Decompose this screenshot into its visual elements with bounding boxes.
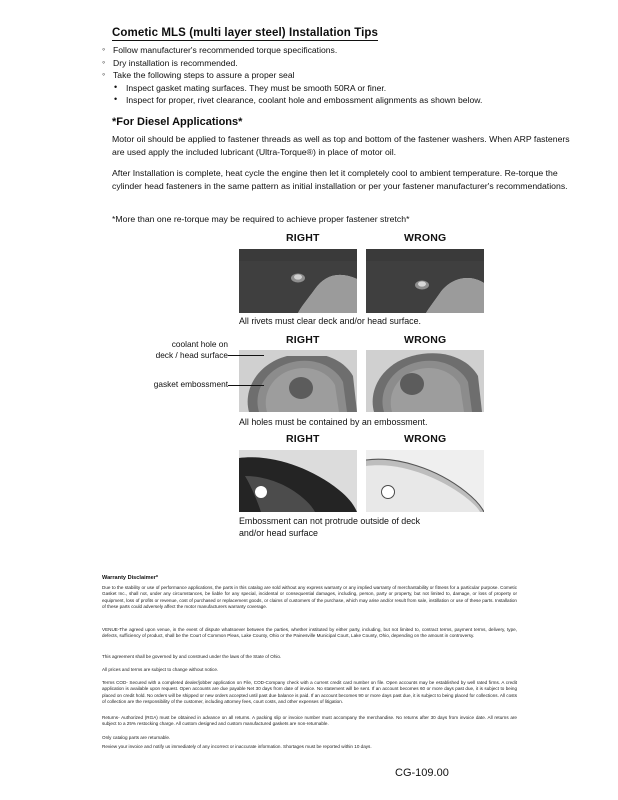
figure3-right-image	[239, 450, 357, 512]
list-item: ◦ Follow manufacturer's recommended torque specifications.	[102, 44, 572, 57]
figure3-wrong-image	[366, 450, 484, 512]
warranty-paragraph-8: Review your invoice and notify us immediately of any incorrect or inaccurate information. Shortages must be reported within 10 days.	[102, 744, 372, 749]
warranty-title: Warranty Disclaimer*	[102, 575, 159, 581]
figure2-wrong-image	[366, 350, 484, 412]
figure2-right-label: RIGHT	[286, 334, 320, 346]
figure3-wrong-label: WRONG	[404, 433, 447, 445]
figure1-wrong-image	[366, 249, 484, 313]
list-item: ◦ Dry installation is recommended.	[102, 57, 572, 70]
figure1-wrong-label: WRONG	[404, 232, 447, 244]
callout-coolant-hole: coolant hole on deck / head surface	[155, 339, 228, 360]
warranty-paragraph-4: All prices and terms are subject to change without notice.	[102, 667, 219, 672]
leader-line-coolant	[228, 355, 264, 356]
figure3-right-label: RIGHT	[286, 433, 320, 445]
warranty-paragraph-5: Terms COD- Secured with a completed dealer/jobber application on File, COD-Company check with a current credit card number on file. Open accounts may be established by well rated firms. A credit application is available upon request. Open accounts are due payable Net 30 days from date of invoice. No statement will be sent. If an account becomes 60 or more days past due, it is subject to being placed on credit hold. No orders will be shipped or new orders accepted until past due balance is paid. If an account becomes 90 or more days past due, it is subject to being placed for collections. All costs of collection are the responsibility of the customer, including attorney fees, court costs, and other expenses of litigation.	[102, 680, 517, 705]
warranty-paragraph-2: VENUE-The agreed upon venue, in the event of dispute whatsoever between the parties, whether instituted by either party, including, but not limited to, contract terms, payment terms, delivery, type, defects, sufficiency of product, shall be the Court of Common Pleas, Lake County, Ohio or the Painesville Municipal Court, Lake County, Ohio, depending on the amount in controversy.	[102, 627, 517, 639]
page-title	[112, 27, 378, 39]
figure2-right-image	[239, 350, 357, 412]
figure1-caption: All rivets must clear deck and/or head surface.	[239, 316, 422, 326]
figure1-right-label: RIGHT	[286, 232, 320, 244]
document-code: CG-109.00	[395, 767, 449, 779]
figure1-right-image	[239, 249, 357, 313]
warranty-paragraph-6: Returns- Authorized (RGA) must be obtained in advance on all returns. A packing slip or invoice number must accompany the merchandise. No returns after 30 days from invoice date. All returns are subject to a 25% restocking charge. All custom designed and custom manufactured gaskets are non-returnable.	[102, 715, 517, 727]
diesel-paragraph-1: Motor oil should be applied to fastener threads as well as top and bottom of the fastener washers. When ARP fasteners are used apply the included lubricant (Ultra-Torque®) in place of motor oil.	[112, 134, 570, 157]
leader-line-emboss	[228, 385, 264, 386]
page-title-text: Cometic MLS (multi layer steel) Installation Tips	[112, 27, 379, 39]
figure2-caption: All holes must be contained by an embossment.	[239, 417, 428, 427]
warranty-paragraph-3: This agreement shall be governed by and construed under the laws of the State of Ohio.	[102, 654, 282, 659]
list-item: • Inspect for proper, rivet clearance, coolant hole and embossment alignments as shown below.	[102, 94, 572, 107]
figure2-wrong-label: WRONG	[404, 334, 447, 346]
tips-list	[102, 44, 572, 107]
callout-gasket-embossment: gasket embossment	[153, 379, 228, 389]
figure3-caption: Embossment can not protrude outside of deck and/or head surface	[239, 516, 421, 538]
list-item: ◦ Take the following steps to assure a proper seal	[102, 69, 572, 82]
list-item: • Inspect gasket mating surfaces. They must be smooth 50RA or finer.	[102, 82, 572, 95]
warranty-paragraph-7: Only catalog parts are returnable.	[102, 735, 171, 740]
warranty-paragraph-1: Due to the stability or use of performance applications, the parts in this catalog are sold without any express warranty or any implied warranty of merchantability or fitness for a particular purpose. Cometic Gasket Inc., shall not, under any circumstances, be liable for any special, incidental or consequential damages, including, person, party or property, but not limited to, damage, or loss of property or equipment, loss of profits or revenue, cost of purchased or replacement goods, or claims of customers of the purchase, which may arise and/or result from sale, instillation or use of these parts. Installation of these parts could adversely affect the motor manufacturers warranty coverage.	[102, 585, 517, 610]
diesel-paragraph-3: *More than one re-torque may be required to achieve proper fastener stretch*	[112, 214, 410, 224]
diesel-heading: *For Diesel Applications*	[112, 116, 243, 128]
diesel-paragraph-2: After Installation is complete, heat cycle the engine then let it completely cool to ambient temperature. Re-torque the cylinder head fasteners in the same pattern as initial installation or per your fastener manufacturer's recommendations.	[112, 168, 568, 191]
